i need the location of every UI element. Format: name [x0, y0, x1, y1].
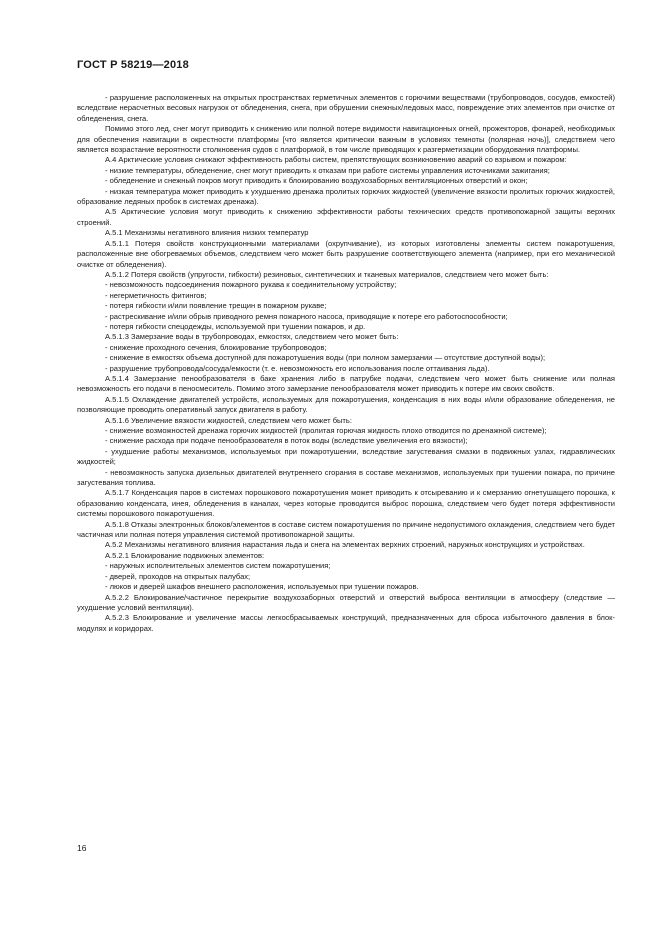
- paragraph: А.5.2.2 Блокирование/частичное перекрытие воздухозаборных отверстий и отверстий выброса вентиляции в атмосферу (следствие — ухудшение условий вентиляции).: [77, 592, 615, 612]
- list-item: - снижение проходного сечения, блокирование трубопроводов;: [105, 342, 327, 352]
- list-item: - люков и дверей шкафов внешнего расположения, используемых при тушении пожаров.: [105, 582, 419, 592]
- list-item: - обледенение и снежный покров могут приводить к блокированию воздухозаборных вентиляционных отверстий и окон;: [105, 176, 528, 186]
- list-item: - снижение в емкостях объема доступной для пожаротушения воды (при полном замерзании — отсутствие доступной воды);: [105, 353, 546, 363]
- list-item: - дверей, проходов на открытых палубах;: [105, 571, 251, 581]
- paragraph: Помимо этого лед, снег могут приводить к снижению или полной потере видимости навигационных огней, прожекторов, фонарей, необходимых для обеспечения навигации в окрестности платформы [что является критически важным в условиях темноты (полярная ночь)], следствием чего является возрастание вероятности столкновения судов с платформой, в том числе приводящих к разгерметизации оборудования платформы.: [77, 124, 615, 155]
- list-item: - растрескивание и/или обрыв приводного ремня пожарного насоса, приводящие к потере его работоспособности;: [105, 311, 508, 321]
- list-item: - потеря гибкости и/или появление трещин в пожарном рукаве;: [105, 301, 327, 311]
- list-item: - невозможность запуска дизельных двигателей внутреннего сгорания в составе механизмов, используемых при тушении пожара, по причине загустевания топлива.: [77, 467, 615, 488]
- paragraph: А.4 Арктические условия снижают эффективность работы систем, препятствующих возникновению аварий со взрывом и пожаром:: [105, 155, 567, 165]
- paragraph: А.5.2 Механизмы негативного влияния нарастания льда и снега на элементах верхних строений, наружных конструкциях и устройствах.: [105, 540, 585, 550]
- list-item: - разрушение трубопровода/сосуда/емкости (т. е. невозможность его использования после оттаивания льда).: [105, 363, 490, 373]
- list-item: - наружных исполнительных элементов систем пожаротушения;: [105, 561, 331, 571]
- paragraph: А.5.1.2 Потеря свойств (упругости, гибкости) резиновых, синтетических и тканевых материалов, следствием чего может быть:: [105, 269, 549, 279]
- paragraph: А.5.1.8 Отказы электронных блоков/элементов в составе систем пожаротушения по причине недопустимого охлаждения, следствием чего будет частичная или полная потеря управления системой противопожарной защиты.: [77, 519, 615, 540]
- paragraph: А.5.1.7 Конденсация паров в системах порошкового пожаротушения может приводить к отсыреванию и к смерзанию огнетушащего порошка, к образованию конденсата, инея, обледенения в каналах, через которые проводится выброс порошка, следствием чего будет потеря эффективности системы порошкового пожаротушения.: [77, 488, 615, 519]
- list-item: - невозможность подсоединения пожарного рукава к соединительному устройству;: [105, 280, 397, 290]
- paragraph: А.5 Арктические условия могут приводить к снижению эффективности работы технических средств противопожарной защиты верхних строений.: [77, 207, 615, 227]
- paragraph: А.5.1.6 Увеличение вязкости жидкостей, следствием чего может быть:: [105, 415, 352, 425]
- list-item: - потеря гибкости спецодежды, используемой при тушении пожаров, и др.: [105, 321, 366, 331]
- paragraph: А.5.2.3 Блокирование и увеличение массы легкосбрасываемых конструкций, предназначенных для сброса избыточного давления в блок-модулях и коридорах.: [77, 613, 615, 633]
- list-item: - снижение возможностей дренажа горючих жидкостей (пролитая горючая жидкость плохо отводится по дренажной системе);: [105, 426, 547, 435]
- document-header: ГОСТ Р 58219—2018: [77, 59, 189, 71]
- document-body: [77, 93, 615, 634]
- list-item: - снижение расхода при подаче пенообразователя в поток воды (вследствие увеличения его вязкости);: [105, 436, 468, 446]
- list-item: - негерметичность фитингов;: [105, 290, 207, 300]
- section-heading: А.5.1 Механизмы негативного влияния низких температур: [105, 228, 309, 238]
- paragraph: А.5.1.3 Замерзание воды в трубопроводах, емкостях, следствием чего может быть:: [105, 332, 399, 342]
- paragraph: - разрушение расположенных на открытых пространствах герметичных элементов с горючими веществами (трубопроводов, сосудов, емкостей) вследствие нерасчетных весовых нагрузок от обледенения, снега, при обрушении снежных/ледовых масс, повреждение этих элементов при очистке от обледенения, снега.: [77, 93, 615, 123]
- paragraph: А.5.2.1 Блокирование подвижных элементов:: [105, 550, 265, 560]
- list-item: - низкие температуры, обледенение, снег могут приводить к отказам при работе системы управления источниками зажигания;: [105, 165, 550, 175]
- list-item: - низкая температура может приводить к ухудшению дренажа пролитых горючих жидкостей (увеличение вязкости пролитых горючих жидкостей, образование ледяных пробок в системах дренажа).: [77, 186, 615, 207]
- paragraph: А.5.1.1 Потеря свойств конструкционными материалами (охрупчивание), из которых изготовлены элементы систем пожаротушения, расположенные вне обогреваемых объемов, следствием чего может быть разрушение соответствующего элемента (например, при его механической очистке от обледенения).: [77, 238, 615, 269]
- page-number: 16: [77, 843, 87, 853]
- paragraph: А.5.1.4 Замерзание пенообразователя в баке хранения либо в патрубке подачи, следствием чего может быть снижение или полная невозможность его подачи в пеносмеситель. Помимо этого замерзание пенообразователя может приводить к потере им своих свойств.: [77, 373, 615, 394]
- paragraph: А.5.1.5 Охлаждение двигателей устройств, используемых для пожаротушения, конденсация в них воды и/или образование обледенения, не позволяющие проводить оперативный запуск двигателя в работу.: [77, 394, 615, 415]
- list-item: - ухудшение работы механизмов, используемых при пожаротушении, вследствие загустевания смазки в подвижных узлах, гидравлических жидкостей;: [77, 446, 615, 467]
